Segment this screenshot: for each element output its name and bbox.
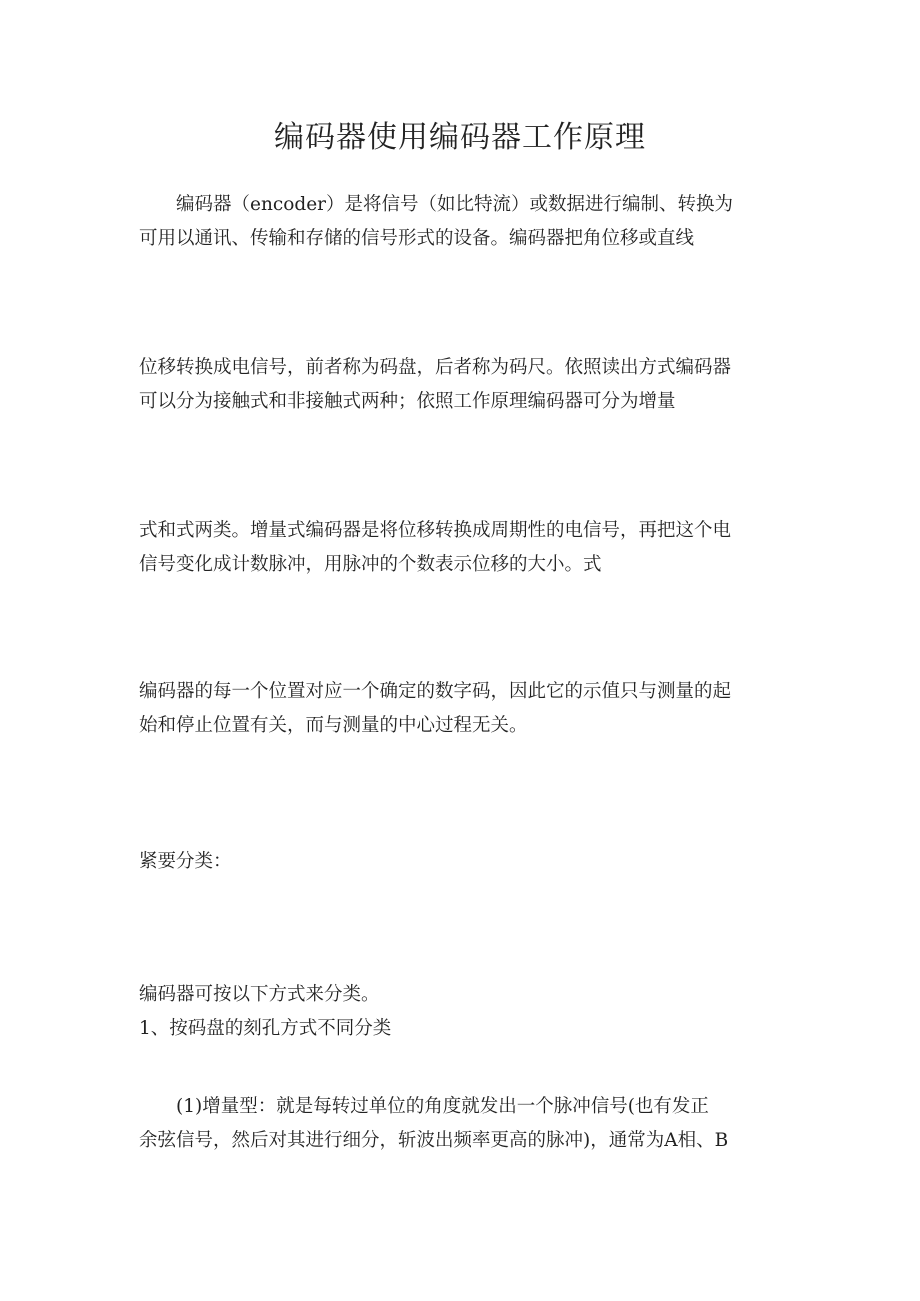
paragraph-absolute-encoder xyxy=(139,675,799,743)
document-title: 编码器使用编码器工作原理 xyxy=(274,120,646,155)
text-line: 1、按码盘的刻孔方式不同分类 xyxy=(139,1018,392,1039)
paragraph-encoder-types xyxy=(139,351,799,419)
paragraph-classification-intro xyxy=(139,978,799,1046)
paragraph-incremental-type xyxy=(139,1090,799,1158)
paragraph-encoder-definition xyxy=(139,188,799,256)
text-line: 编码器（encoder）是将信号（如比特流）或数据进行编制、转换为 xyxy=(139,194,733,215)
text-line: 可用以通讯、传输和存储的信号形式的设备。编码器把角位移或直线 xyxy=(139,228,695,249)
text-line: 式和式两类。增量式编码器是将位移转换成周期性的电信号，再把这个电 xyxy=(139,520,732,541)
text-line: (1)增量型：就是每转过单位的角度就发出一个脉冲信号(也有发正 xyxy=(139,1096,709,1117)
text-line: 可以分为接触式和非接触式两种；依照工作原理编码器可分为增量 xyxy=(139,391,676,412)
text-line: 始和停止位置有关，而与测量的中心过程无关。 xyxy=(139,715,528,736)
text-line: 信号变化成计数脉冲，用脉冲的个数表示位移的大小。式 xyxy=(139,554,602,575)
text-line: 位移转换成电信号，前者称为码盘，后者称为码尺。依照读出方式编码器 xyxy=(139,357,732,378)
section-heading-classification xyxy=(139,845,799,879)
text-line: 编码器的每一个位置对应一个确定的数字码，因此它的示值只与测量的起 xyxy=(139,681,732,702)
text-line: 编码器可按以下方式来分类。 xyxy=(139,984,380,1005)
paragraph-incremental-encoder xyxy=(139,514,799,582)
text-line: 余弦信号，然后对其进行细分，斩波出频率更高的脉冲)，通常为A相、B xyxy=(139,1130,729,1151)
text-line: 紧要分类： xyxy=(139,851,232,872)
